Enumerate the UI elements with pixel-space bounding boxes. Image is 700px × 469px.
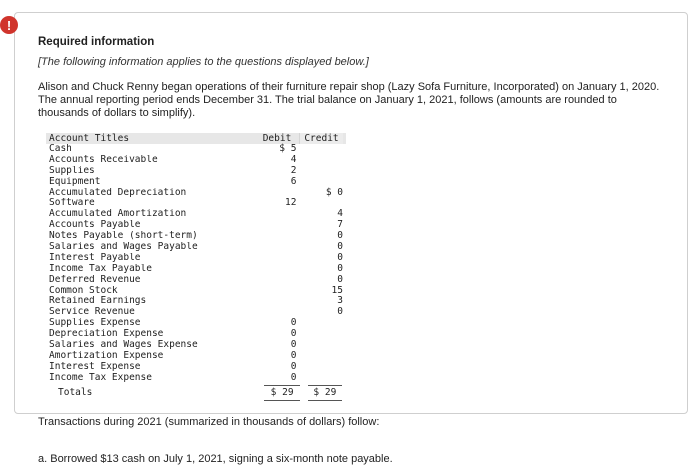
debit-cell: 12: [284, 197, 297, 209]
account-title-cell: Accumulated Depreciation: [49, 187, 187, 198]
credit-cell: [300, 144, 346, 155]
debit-cell: [253, 264, 301, 275]
trial-balance-totals: [46, 385, 346, 401]
table-row: [46, 177, 346, 188]
debit-cell: [253, 275, 301, 286]
account-title-cell: Salaries and Wages Expense: [49, 340, 198, 351]
debit-cell: 0: [290, 328, 297, 340]
account-title-cell: Retained Earnings: [49, 296, 147, 307]
table-row: [46, 351, 346, 362]
table-row: [46, 242, 346, 253]
table-row: [46, 362, 346, 373]
debit-cell: 4: [290, 153, 297, 165]
debit-cell: [253, 296, 301, 307]
debit-cell: [253, 220, 301, 231]
totals-label: Totals: [58, 386, 93, 398]
transactions-intro: Transactions during 2021 (summarized in thousands of dollars) follow:: [38, 416, 380, 428]
table-row: [46, 264, 346, 275]
transaction-a: a. Borrowed $13 cash on July 1, 2021, signing a six-month note payable.: [38, 453, 393, 465]
table-row: [46, 188, 346, 199]
credit-cell: [300, 373, 346, 384]
debit-cell: [253, 231, 301, 242]
totals-credit: $ 29: [304, 385, 346, 401]
debit-cell: 2: [290, 164, 297, 176]
credit-cell: [300, 329, 346, 340]
credit-cell: [300, 155, 346, 166]
debit-cell: [253, 242, 301, 253]
table-row: [46, 198, 346, 209]
table-row: [46, 275, 346, 286]
account-title-cell: Software: [49, 198, 95, 209]
debit-cell: 0: [290, 371, 297, 383]
trial-balance-header: [46, 133, 346, 144]
credit-cell: [300, 340, 346, 351]
credit-cell: 4: [337, 208, 343, 220]
credit-cell: [300, 351, 346, 362]
account-title-cell: Supplies: [49, 165, 95, 176]
required-information-note: [The following information applies to the questions displayed below.]: [38, 56, 369, 68]
account-title-cell: Salaries and Wages Payable: [49, 242, 198, 253]
debit-cell: [253, 209, 301, 220]
credit-cell: 0: [337, 262, 343, 274]
header-debit: Debit: [255, 133, 299, 144]
account-title-cell: Service Revenue: [49, 307, 135, 318]
totals-debit: $ 29: [260, 385, 303, 401]
debit-cell: 6: [290, 175, 297, 187]
credit-cell: 0: [337, 273, 343, 285]
trial-balance-body: [46, 144, 346, 384]
header-account-titles: Account Titles: [49, 133, 130, 144]
account-title-cell: Common Stock: [49, 285, 118, 296]
table-row: [46, 296, 346, 307]
credit-cell: 0: [337, 306, 343, 318]
account-title-cell: Accumulated Amortization: [49, 209, 187, 220]
table-row: [46, 253, 346, 264]
credit-cell: [300, 362, 346, 373]
credit-cell: 0: [337, 251, 343, 263]
debit-cell: $ 5: [279, 143, 297, 154]
credit-cell: 0: [337, 230, 343, 242]
table-row: [46, 318, 346, 329]
credit-cell: 0: [337, 241, 343, 253]
trial-balance-table: [46, 133, 346, 401]
credit-cell: [300, 166, 346, 177]
required-information-title: Required information: [38, 36, 155, 48]
debit-cell: 0: [290, 317, 297, 329]
debit-cell: 0: [290, 339, 297, 351]
account-title-cell: Accounts Payable: [49, 220, 141, 231]
account-title-cell: Equipment: [49, 176, 101, 187]
table-row: [46, 144, 346, 155]
account-title-cell: Depreciation Expense: [49, 329, 164, 340]
intro-paragraph: Alison and Chuck Renny began operations of their furniture repair shop (Lazy Sofa Furniture, Incorporated) on January 1, 2020. The annual reporting period ends December 31. The trial balance on January 1, 2021, follows (amounts are rounded to thousands of dollars to simplify).: [38, 81, 660, 119]
table-row: [46, 231, 346, 242]
table-row: [46, 209, 346, 220]
account-title-cell: Cash: [49, 144, 72, 154]
credit-cell: 3: [337, 295, 343, 307]
account-title-cell: Amortization Expense: [49, 350, 164, 361]
debit-cell: 0: [290, 349, 297, 361]
credit-cell: $ 0: [325, 186, 343, 198]
debit-cell: [253, 286, 301, 297]
debit-cell: [253, 253, 301, 264]
account-title-cell: Notes Payable (short-term): [49, 231, 198, 242]
table-row: [46, 329, 346, 340]
table-row: [46, 220, 346, 231]
debit-cell: 0: [290, 360, 297, 372]
table-row: [46, 307, 346, 318]
account-title-cell: Income Tax Payable: [49, 263, 152, 274]
table-row: [46, 166, 346, 177]
account-title-cell: Income Tax Expense: [49, 372, 152, 383]
credit-cell: [300, 177, 346, 188]
account-title-cell: Deferred Revenue: [49, 274, 141, 285]
credit-cell: 15: [331, 284, 343, 296]
account-title-cell: Interest Payable: [49, 252, 141, 263]
account-title-cell: Supplies Expense: [49, 318, 141, 329]
credit-cell: 7: [337, 219, 343, 231]
credit-cell: [300, 318, 346, 329]
table-row: [46, 373, 346, 384]
header-credit: Credit: [299, 133, 343, 144]
account-title-cell: Accounts Receivable: [49, 154, 158, 165]
account-title-cell: Interest Expense: [49, 361, 141, 372]
alert-icon: !: [0, 16, 18, 34]
table-row: [46, 340, 346, 351]
table-row: [46, 286, 346, 297]
table-row: [46, 155, 346, 166]
